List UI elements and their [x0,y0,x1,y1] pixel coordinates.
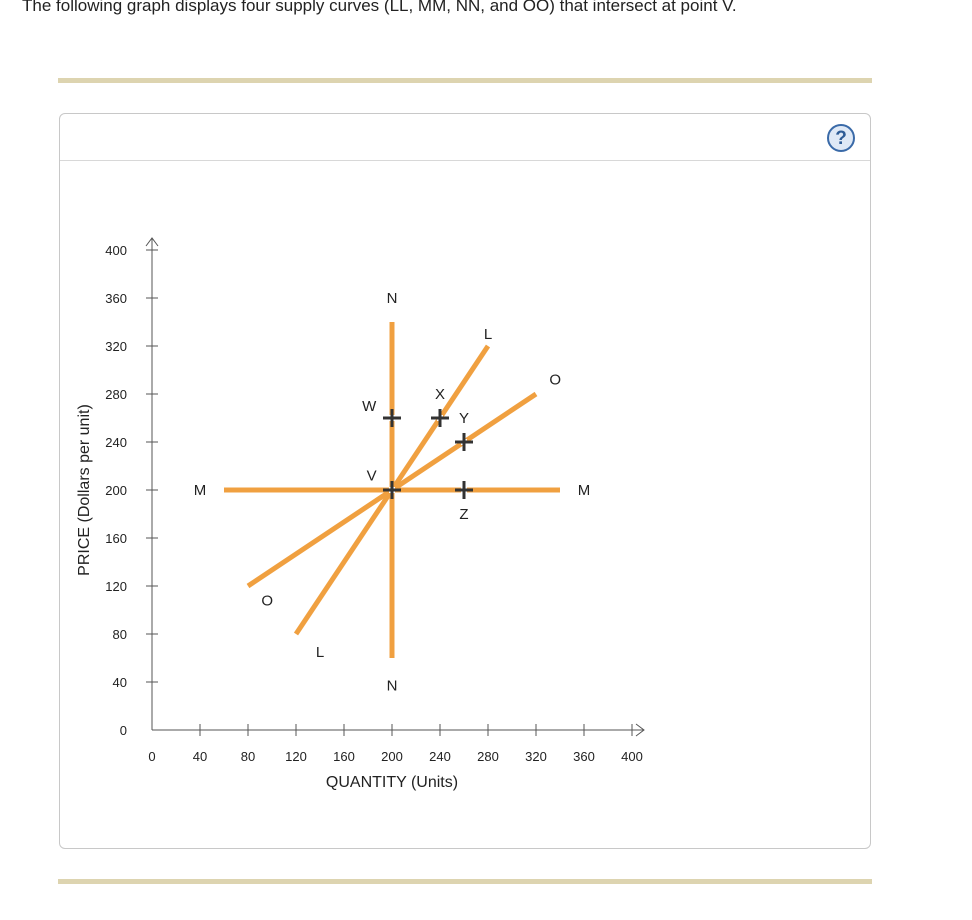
x-axis-title: QUANTITY (Units) [325,774,459,791]
y-tick-label: 200 [105,483,127,498]
y-tick-label: 160 [105,531,127,546]
point-label-w: W [362,398,377,415]
y-axis-title: PRICE (Dollars per unit) [76,404,93,576]
y-tick-label: 320 [105,339,127,354]
x-tick-label: 160 [333,749,355,764]
x-tick-label: 360 [573,749,595,764]
cross-marker-icon [455,481,473,499]
y-tick-label: 40 [112,675,127,690]
point-label-y: Y [458,410,470,427]
point-label-v: V [366,467,377,485]
curve-label-m: M [577,482,591,499]
y-tick-label: 280 [105,387,127,402]
y-tick-label: 240 [105,435,127,450]
point-label-x: X [434,386,446,403]
x-tick-label: 120 [285,749,307,764]
curve-label-l: L [483,326,493,343]
curve-label-o: O [549,371,562,389]
curve-label-o: O [261,592,274,610]
x-tick-label: 400 [621,749,643,764]
x-tick-label: 280 [477,749,499,764]
x-tick-label: 240 [429,749,451,764]
help-icon[interactable]: ? [827,124,855,152]
curve-label-n: N [386,290,398,307]
x-tick-label: 40 [192,749,208,764]
curve-label-m: M [193,482,207,499]
x-tick-label: 200 [381,749,403,764]
y-tick-label: 360 [105,291,127,306]
curve-label-l: L [315,644,325,661]
bottom-divider [58,879,872,884]
x-tick-label: 0 [148,749,156,764]
y-tick-label: 0 [119,723,127,738]
point-label-z: Z [459,506,469,523]
y-tick-label: 400 [105,243,127,258]
curve-label-n: N [386,677,398,695]
cross-marker-icon [383,409,401,427]
y-tick-label: 120 [105,579,127,594]
x-tick-label: 80 [240,749,256,764]
x-tick-label: 320 [525,749,547,764]
question-text: The following graph displays four supply curves (LL, MM, NN, and OO) that intersect at point V. [22,0,737,15]
y-tick-label: 80 [112,627,127,642]
